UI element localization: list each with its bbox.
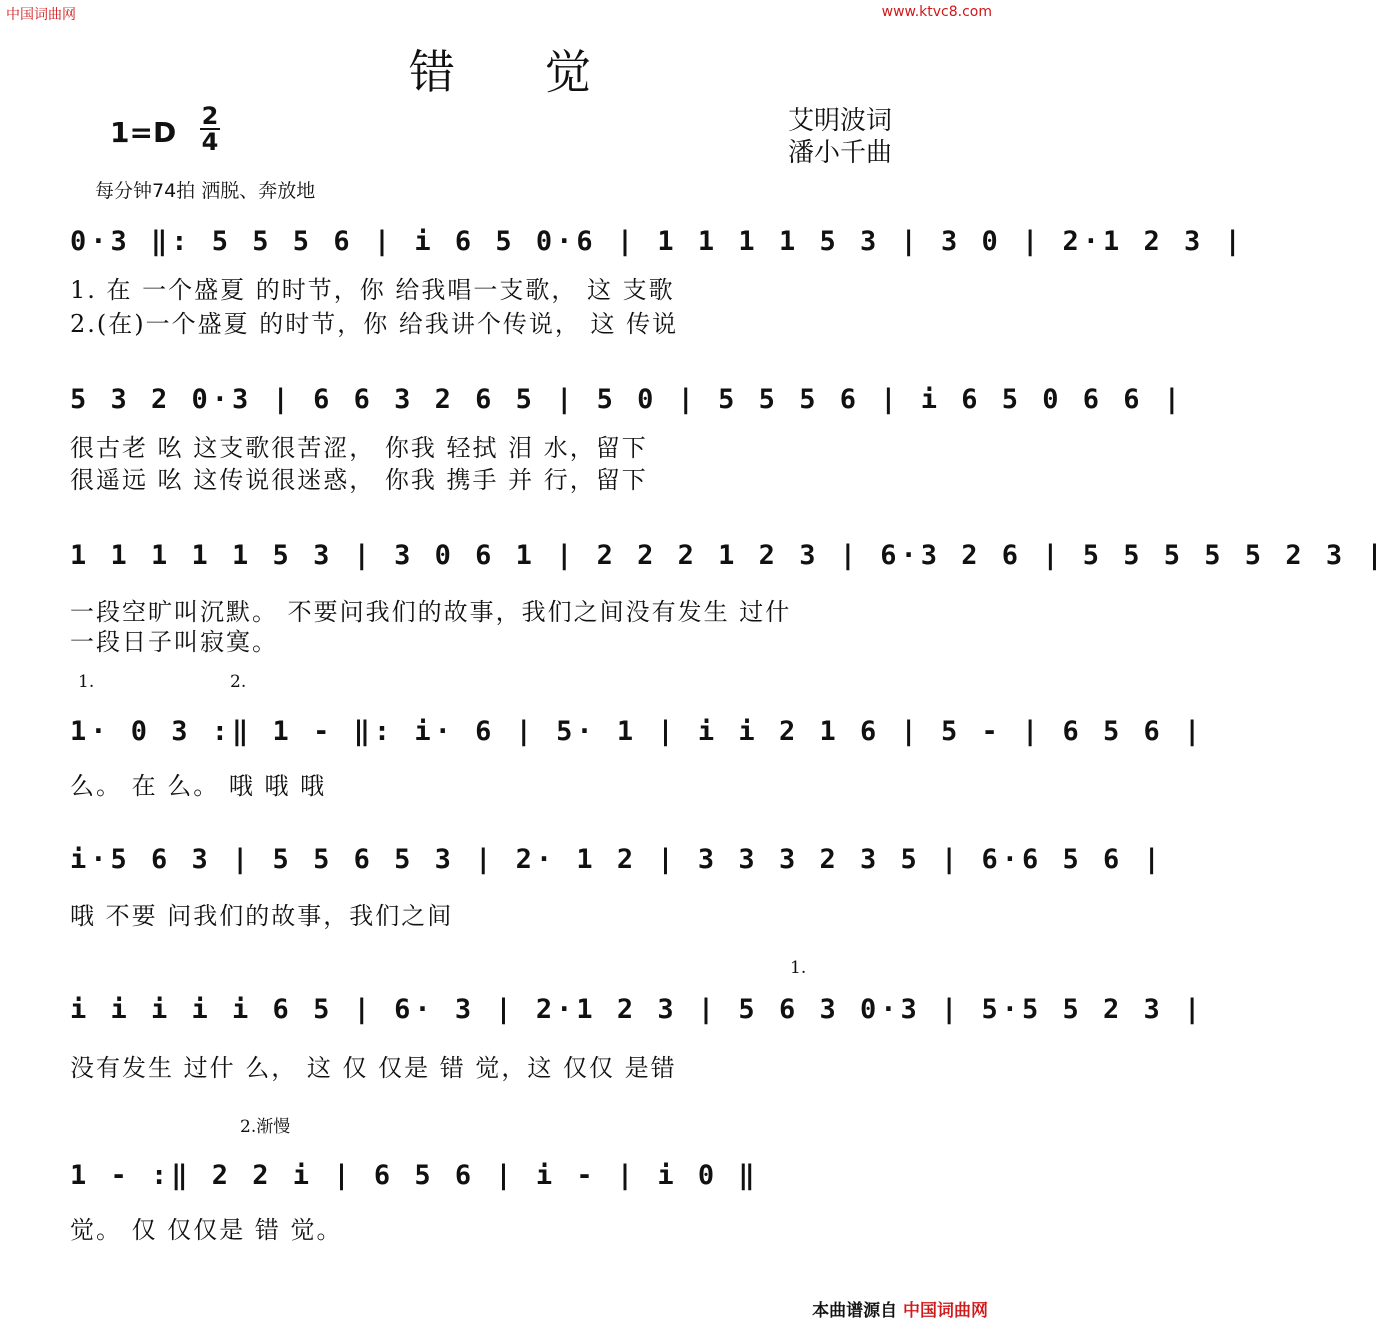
key-signature: 1=D bbox=[110, 116, 177, 149]
notation-line: 1· 0 3 :‖ 1 - ‖: i· 6 | 5· 1 | i i 2 1 6 | 5 - | 6 5 6 | bbox=[70, 716, 1205, 747]
lyric-verse-1: 一段空旷叫沉默。 不要问我们的故事，我们之间没有发生 过什 bbox=[70, 598, 792, 626]
lyric-verse-2: 很遥远 吆 这传说很迷惑， 你我 携手 并 行，留下 bbox=[70, 466, 648, 494]
notation-line: 1 1 1 1 1 5 3 | 3 0 6 1 | 2 2 2 1 2 3 | 6·3 2 6 | 5 5 5 5 5 2 3 | bbox=[70, 540, 1387, 571]
score-system-5 bbox=[70, 840, 1164, 940]
lyric-verse-1: 1. 在 一个盛夏 的时节，你 给我唱一支歌， 这 支歌 bbox=[70, 276, 675, 304]
watermark-right: www.ktvc8.com bbox=[881, 4, 992, 20]
time-signature-top: 2 bbox=[201, 102, 219, 130]
notation-line: 5 3 2 0·3 | 6 6 3 2 6 5 | 5 0 | 5 5 5 6 | i 6 5 0 6 6 | bbox=[70, 384, 1185, 415]
time-signature bbox=[200, 104, 220, 154]
lyric-verse-1: 很古老 吆 这支歌很苦涩， 你我 轻拭 泪 水，留下 bbox=[70, 434, 648, 462]
time-signature-bottom: 4 bbox=[201, 128, 219, 156]
score-system-1 bbox=[70, 222, 1245, 342]
notation-line: 1 - :‖ 2 2 i | 6 5 6 | i - | i 0 ‖ bbox=[70, 1160, 759, 1191]
tempo-marking: 每分钟74拍 洒脱、奔放地 bbox=[95, 180, 316, 202]
volta-2: 2. bbox=[230, 672, 247, 692]
watermark-left: 中国词曲网 bbox=[6, 7, 76, 23]
lyric-verse-2: 一段日子叫寂寞。 bbox=[70, 628, 278, 656]
source-label: 本曲谱源自 bbox=[812, 1301, 898, 1321]
score-system-2 bbox=[70, 380, 1185, 494]
score-system-7 bbox=[70, 1112, 940, 1252]
lyricist: 艾明波词 bbox=[788, 106, 893, 136]
lyric-line: 么。 在 么。 哦 哦 哦 bbox=[70, 772, 327, 800]
source-credit bbox=[812, 1296, 988, 1321]
source-site: 中国词曲网 bbox=[903, 1301, 988, 1321]
score-system-3 bbox=[70, 536, 1387, 656]
song-title: 错觉 bbox=[409, 45, 681, 99]
notation-line: i·5 6 3 | 5 5 6 5 3 | 2· 1 2 | 3 3 3 2 3 5 | 6·6 5 6 | bbox=[70, 844, 1164, 875]
volta-1: 1. bbox=[790, 958, 807, 978]
notation-line: i i i i i 6 5 | 6· 3 | 2·1 2 3 | 5 6 3 0·3 | 5·5 5 2 3 | bbox=[70, 994, 1205, 1025]
notation-line: 0·3 ‖: 5 5 5 6 | i 6 5 0·6 | 1 1 1 1 5 3 | 3 0 | 2·1 2 3 | bbox=[70, 226, 1245, 257]
lyric-verse-2: 2.(在)一个盛夏 的时节，你 给我讲个传说， 这 传说 bbox=[70, 310, 679, 338]
composer: 潘小千曲 bbox=[788, 138, 893, 168]
score-system-6 bbox=[70, 958, 1205, 1088]
lyric-line: 哦 不要 问我们的故事，我们之间 bbox=[70, 902, 454, 930]
volta-1: 1. bbox=[78, 672, 95, 692]
lyric-line: 觉。 仅 仅仅是 错 觉。 bbox=[70, 1216, 343, 1244]
volta-2-ritardando: 2.渐慢 bbox=[240, 1117, 291, 1137]
score-system-4 bbox=[70, 672, 1205, 802]
lyric-line: 没有发生 过什 么， 这 仅 仅是 错 觉，这 仅仅 是错 bbox=[70, 1054, 677, 1082]
